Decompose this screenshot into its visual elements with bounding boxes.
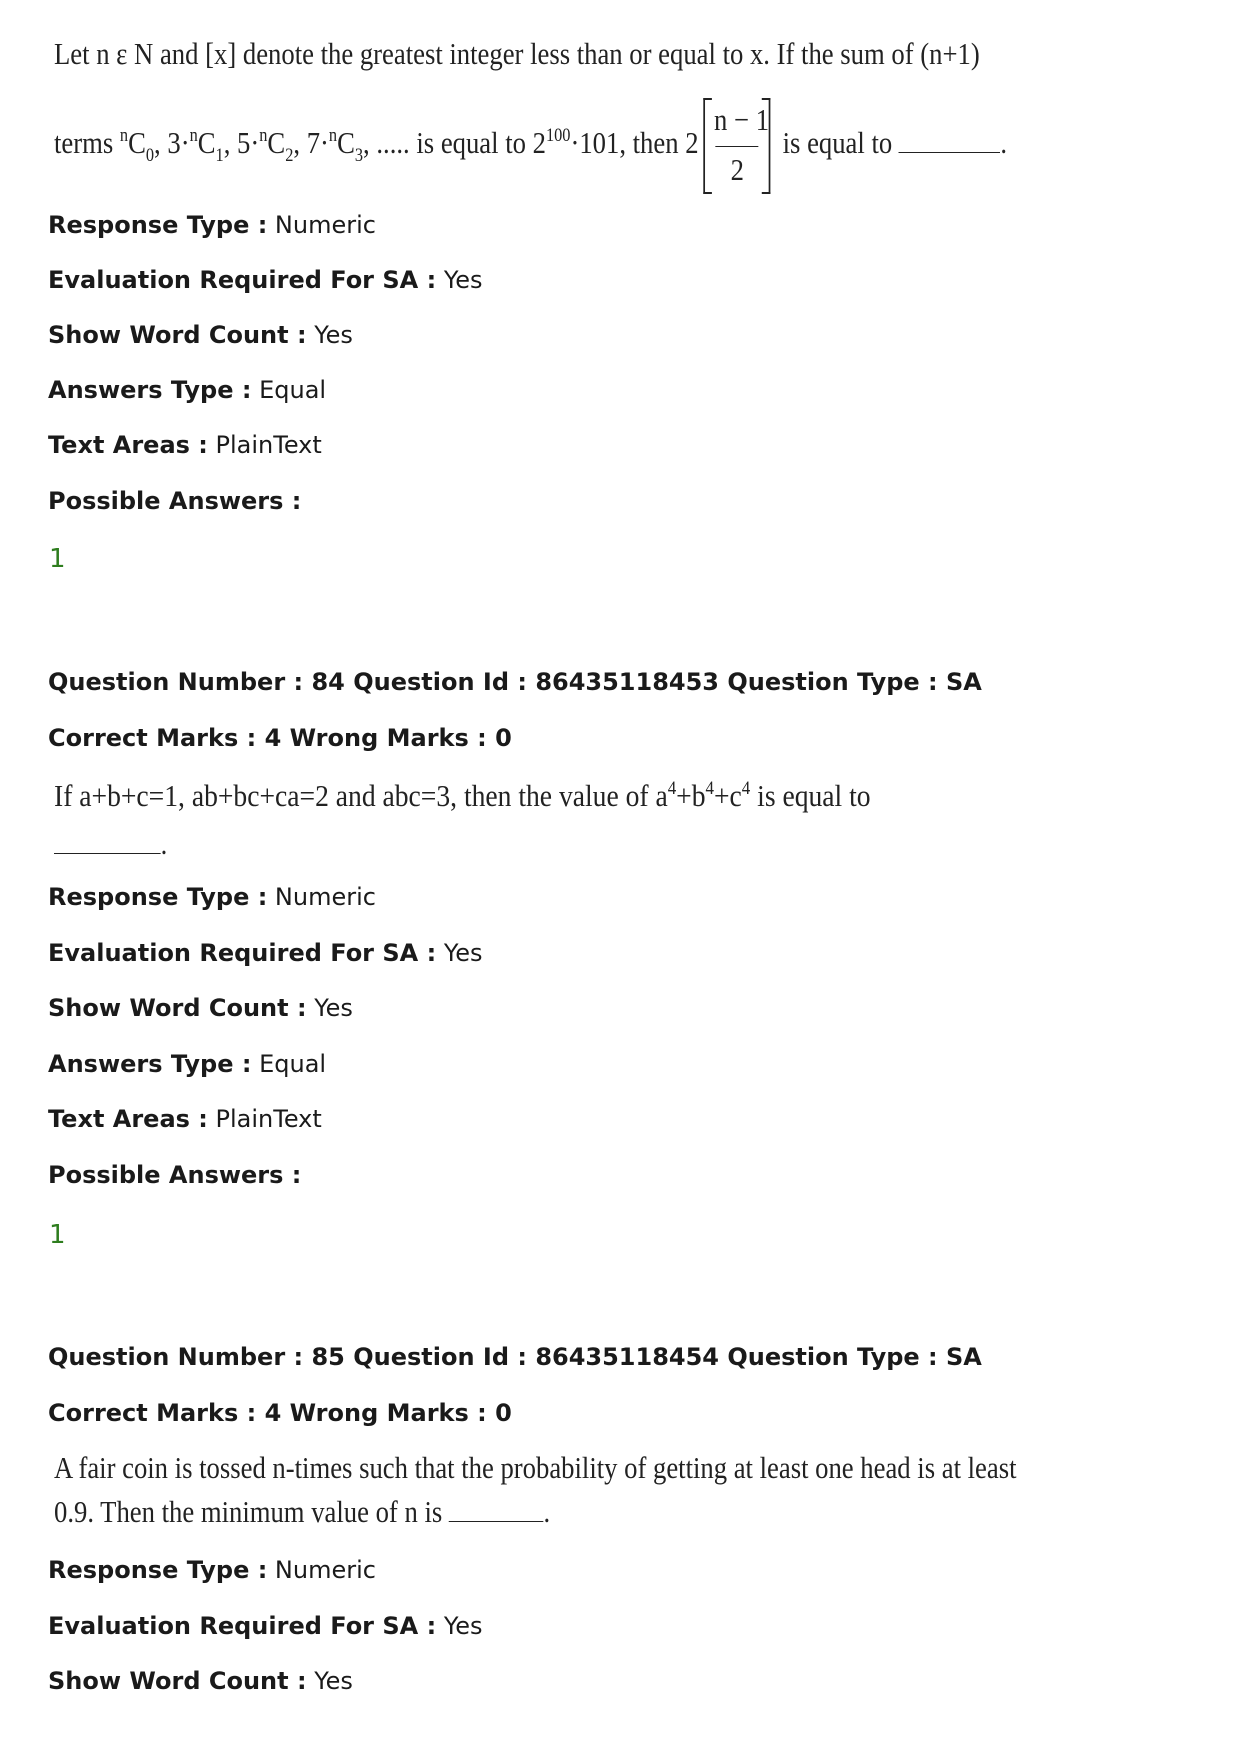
q84-show-word-count: Show Word Count : Yes	[48, 994, 353, 1022]
q85-show-word-count: Show Word Count : Yes	[48, 1667, 353, 1695]
q83-term3-coef: , 7·	[293, 125, 329, 161]
right-bracket	[762, 98, 771, 194]
q83-term1-coef: , 3·	[154, 125, 190, 161]
q85-header: Question Number : 85 Question Id : 86435118454 Question Type : SA	[48, 1343, 982, 1371]
answer-blank	[899, 152, 1000, 153]
q83-text-line1: Let n ε N and [x] denote the greatest integer less than or equal to x. If the sum of (n+1)	[54, 36, 980, 71]
q85-response-type: Response Type : Numeric	[48, 1556, 376, 1584]
left-bracket	[704, 98, 713, 194]
q84-possible-answers-label: Possible Answers :	[48, 1161, 302, 1189]
q83-term1: C	[197, 125, 216, 161]
q83-end: .	[1000, 125, 1008, 161]
answer-blank	[449, 1521, 544, 1522]
q83-sup-n3: n	[328, 125, 338, 147]
q85-text-line1: A fair coin is tossed n-times such that the probability of getting at least one head is at least	[54, 1450, 1017, 1485]
q83-answers-type: Answers Type : Equal	[48, 376, 327, 404]
q84-exp-c: 4	[741, 778, 751, 799]
q84-text-line1: If a+b+c=1, ab+bc+ca=2 and abc=3, then the value of $a^4+b^4+c^4$ is equal to	[54, 778, 871, 813]
q84-text-line2: .	[54, 826, 167, 862]
q84-evaluation-required: Evaluation Required For SA : Yes	[48, 939, 483, 967]
q84-text-areas: Text Areas : PlainText	[48, 1105, 322, 1133]
q83-power: 100	[545, 125, 571, 147]
q83-response-type: Response Type : Numeric	[48, 211, 376, 239]
q83-sub3: 3	[354, 145, 364, 167]
q83-show-word-count: Show Word Count : Yes	[48, 321, 353, 349]
q84-answers-type: Answers Type : Equal	[48, 1050, 327, 1078]
q83-term2: C	[267, 125, 286, 161]
q84-exp-b: 4	[705, 778, 714, 799]
q83-sup-n1: n	[189, 125, 198, 147]
q83-sub1: 1	[215, 145, 224, 167]
q85-evaluation-required: Evaluation Required For SA : Yes	[48, 1612, 483, 1640]
q83-floor-fraction	[704, 98, 771, 194]
q84-possible-answer: 1	[49, 1220, 66, 1250]
q83-tail1: , ..... is equal to 2	[363, 125, 546, 161]
q83-possible-answers-label: Possible Answers :	[48, 487, 302, 515]
q83-term2-coef: , 5·	[223, 125, 260, 161]
q83-text-areas: Text Areas : PlainText	[48, 431, 322, 459]
answer-blank	[54, 853, 161, 854]
q83-sup-n0: n	[119, 125, 129, 147]
q83-tail2: ·101, then 2	[570, 125, 699, 161]
q83-sub2: 2	[285, 145, 294, 167]
q83-term0: C	[128, 125, 146, 161]
q83-terms-label: terms	[54, 125, 120, 161]
q83-evaluation-required: Evaluation Required For SA : Yes	[48, 266, 483, 294]
q85-marks: Correct Marks : 4 Wrong Marks : 0	[48, 1399, 512, 1427]
q85-text-line2: 0.9. Then the minimum value of n is .	[54, 1494, 551, 1529]
q84-response-type: Response Type : Numeric	[48, 883, 376, 911]
q84-marks: Correct Marks : 4 Wrong Marks : 0	[48, 724, 512, 752]
fraction-denominator: 2	[730, 152, 744, 187]
fraction-numerator: n − 1	[714, 102, 770, 137]
q83-sub0: 0	[145, 145, 155, 167]
q83-possible-answer: 1	[49, 544, 66, 574]
q83-term3: C	[337, 125, 355, 161]
q83-tail3: is equal to	[775, 125, 893, 161]
q83-text-line2	[54, 98, 1007, 194]
q83-sup-n2: n	[259, 125, 268, 147]
fraction-bar	[716, 146, 759, 147]
q84-header: Question Number : 84 Question Id : 86435118453 Question Type : SA	[48, 668, 982, 696]
q84-exp-a: 4	[667, 778, 677, 799]
